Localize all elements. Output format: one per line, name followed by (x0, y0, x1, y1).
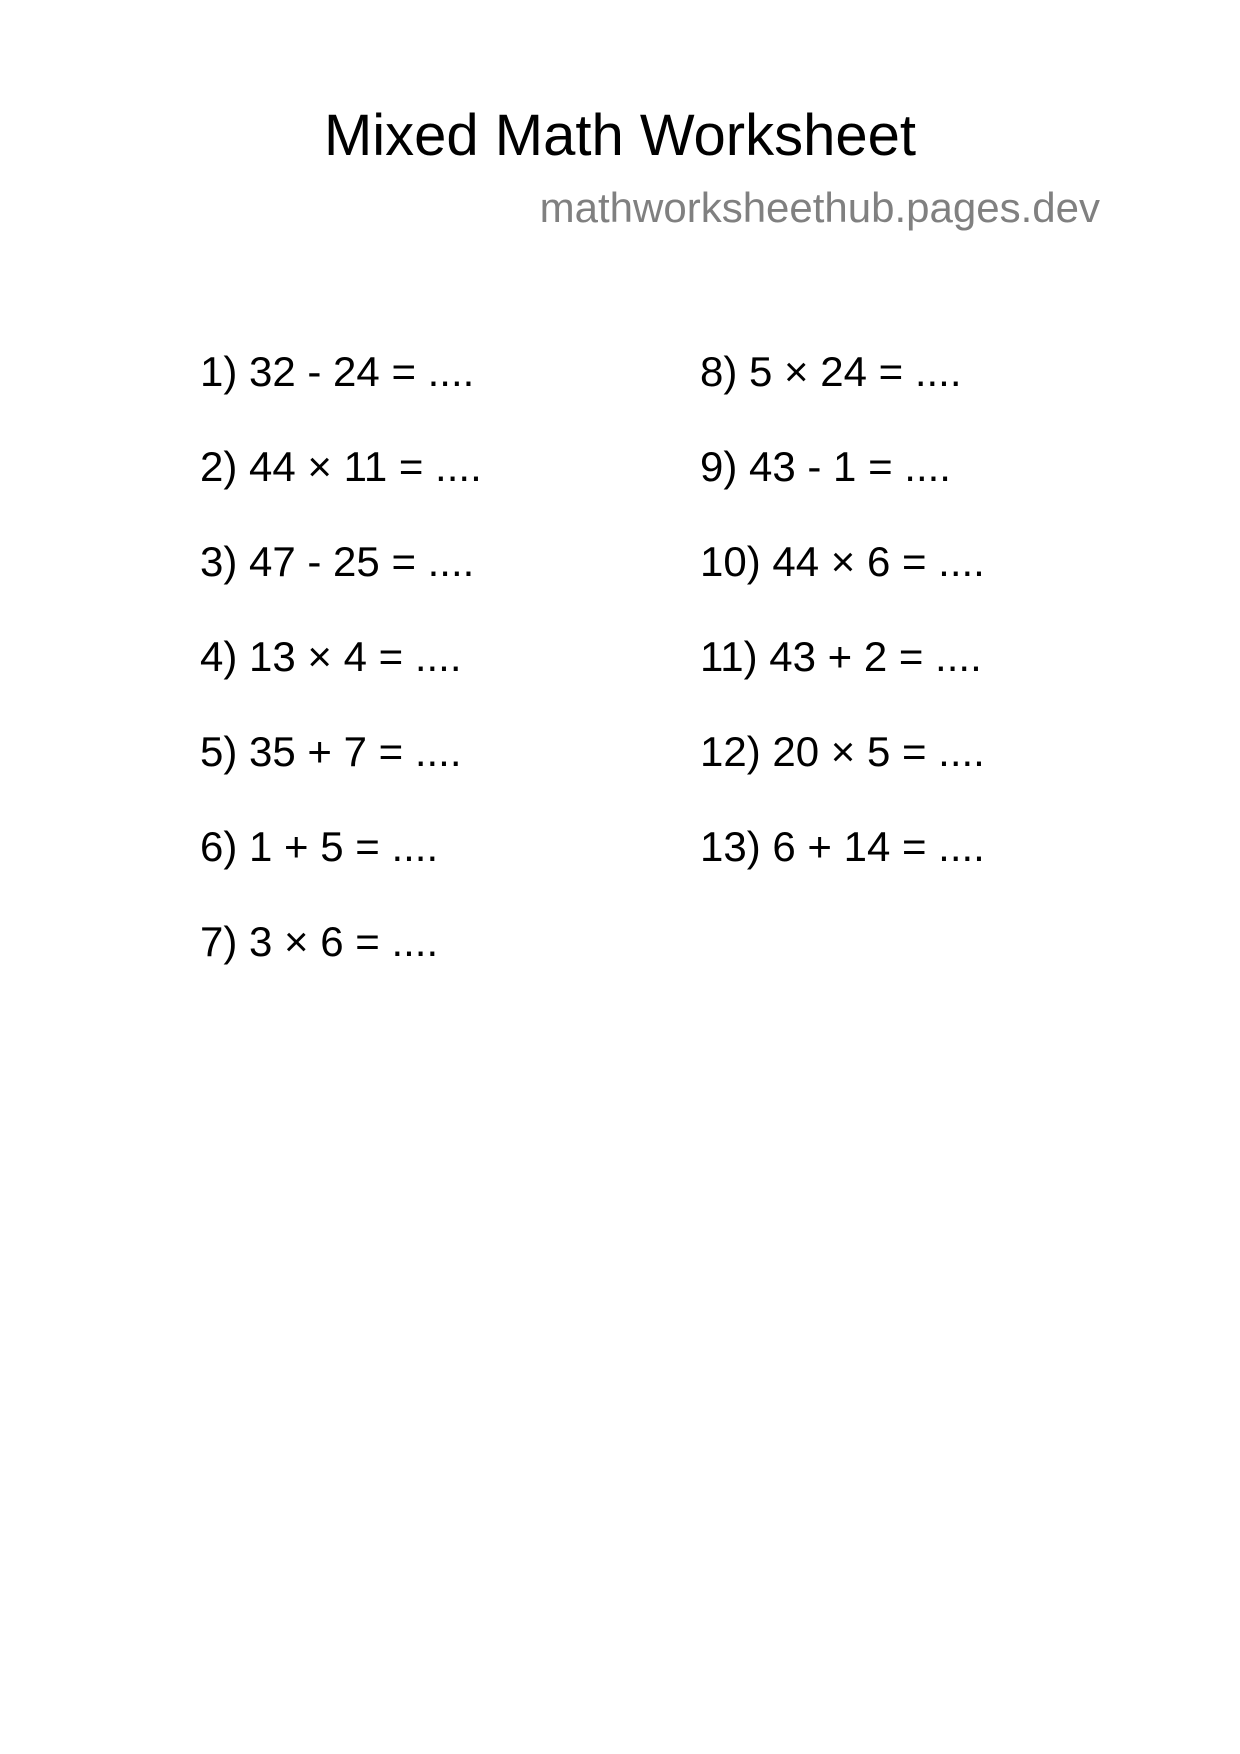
problem-10: 10) 44 × 6 = .... (700, 538, 985, 585)
website-url: mathworksheethub.pages.dev (539, 184, 1100, 231)
problem-9: 9) 43 - 1 = .... (700, 443, 951, 490)
worksheet-title: Mixed Math Worksheet (323, 103, 917, 168)
problem-13: 13) 6 + 14 = .... (700, 823, 985, 870)
problem-8: 8) 5 × 24 = .... (700, 348, 962, 395)
problem-5: 5) 35 + 7 = .... (200, 728, 462, 775)
problem-3: 3) 47 - 25 = .... (200, 538, 475, 585)
problem-7: 7) 3 × 6 = .... (200, 918, 439, 965)
problem-column-left (200, 342, 680, 1007)
problem-column-right (700, 342, 1180, 912)
problem-2: 2) 44 × 11 = .... (200, 443, 482, 490)
problem-4: 4) 13 × 4 = .... (200, 633, 462, 680)
problem-12: 12) 20 × 5 = .... (700, 728, 985, 775)
problem-6: 6) 1 + 5 = .... (200, 823, 439, 870)
problem-1: 1) 32 - 24 = .... (200, 348, 475, 395)
problem-11: 11) 43 + 2 = .... (700, 633, 982, 680)
